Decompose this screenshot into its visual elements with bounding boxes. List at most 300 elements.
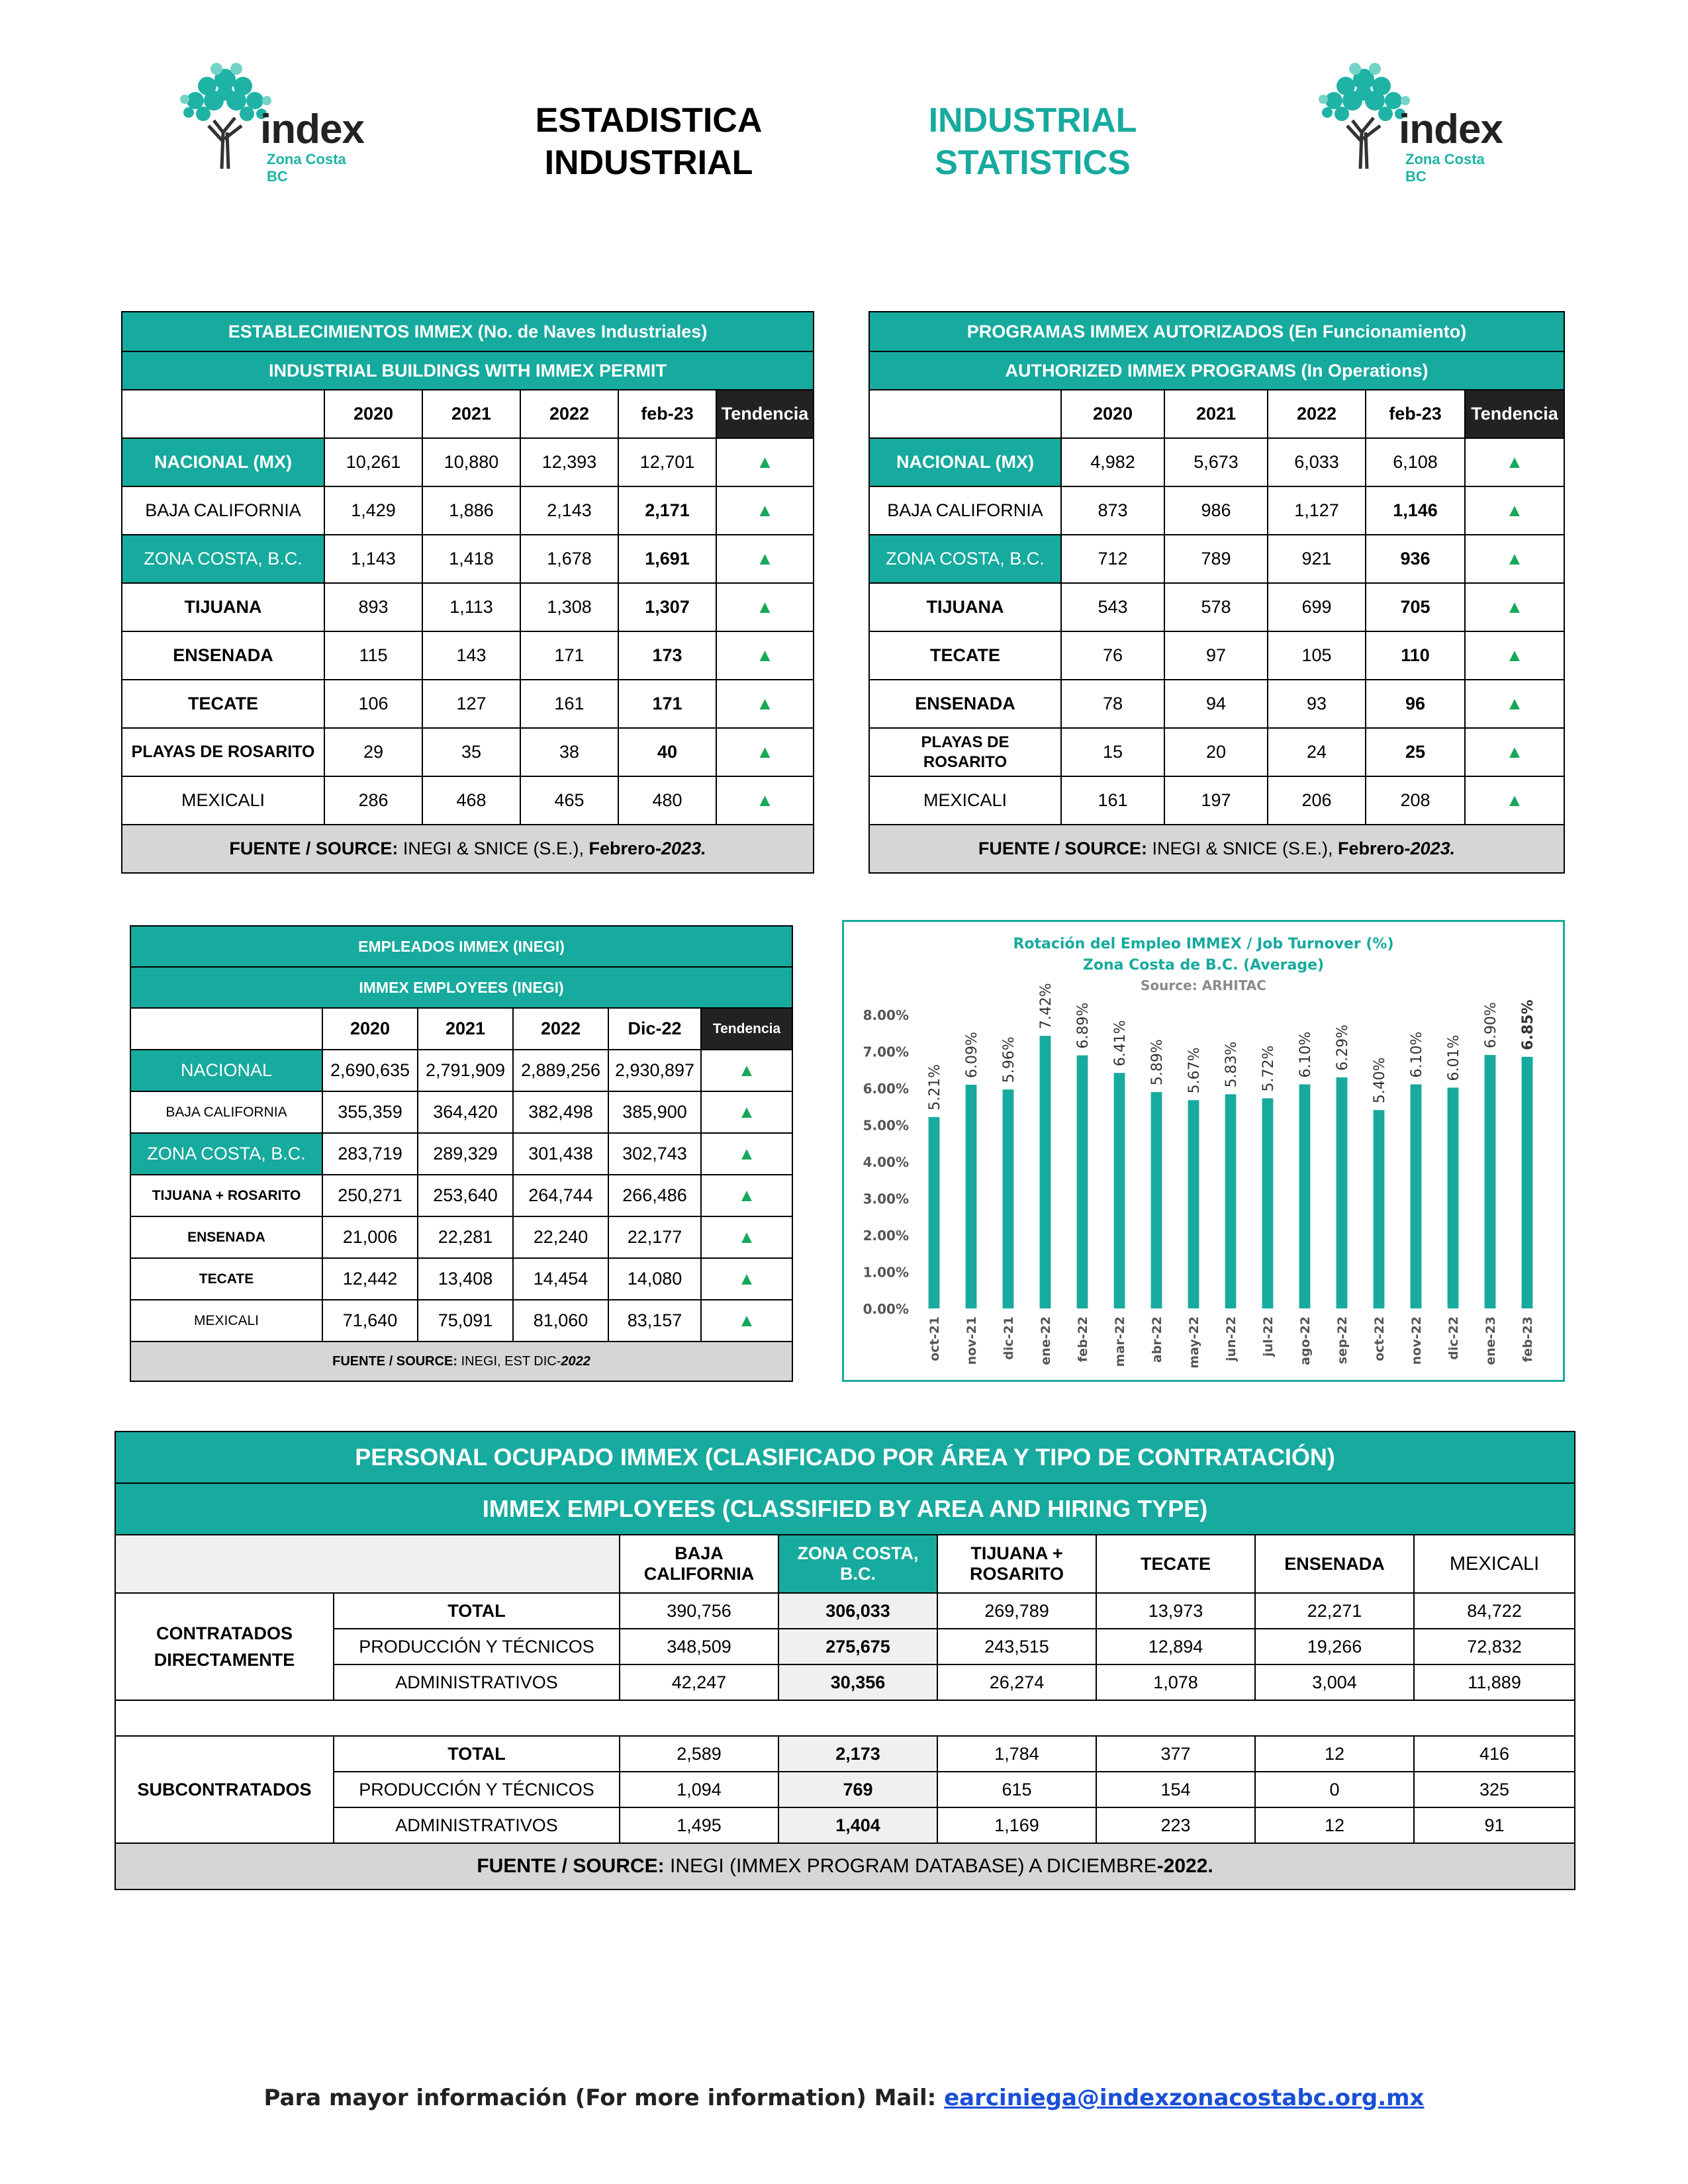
table-row	[115, 1807, 1575, 1843]
cell: 2,143	[520, 486, 618, 535]
email-link[interactable]: earciniega@indexzonacostabc.org.mx	[944, 2085, 1425, 2111]
table-row	[130, 1216, 792, 1258]
column-header-line: ROSARITO	[969, 1564, 1064, 1584]
personnel-title-es: PERSONAL OCUPADO IMMEX (CLASIFICADO POR ÁREA Y TIPO DE CONTRATACIÓN)	[115, 1432, 1575, 1483]
year-header: 2021	[418, 1008, 513, 1050]
group-label-line: DIRECTAMENTE	[154, 1650, 295, 1670]
year-header: 2020	[1061, 390, 1164, 438]
trend-up-icon: ▲	[701, 1050, 792, 1091]
trend-up-icon: ▲	[716, 583, 814, 631]
row-label: TECATE	[122, 680, 324, 728]
cell: 110	[1366, 631, 1465, 680]
cell: 1,078	[1096, 1664, 1255, 1700]
source-month: Febrero-	[588, 839, 662, 858]
trend-up-icon: ▲	[716, 438, 814, 486]
cell: 15	[1061, 728, 1164, 776]
table-row	[122, 438, 814, 486]
cell: 93	[1268, 680, 1366, 728]
cell: 97	[1164, 631, 1268, 680]
row-label: TIJUANA	[869, 583, 1061, 631]
title-line: ESTADISTICA	[535, 101, 763, 140]
table-row	[869, 535, 1564, 583]
row-label: TECATE	[869, 631, 1061, 680]
table-row	[130, 1050, 792, 1091]
x-tick-label: mar-22	[1113, 1316, 1127, 1367]
title-english	[867, 99, 1198, 184]
cell: 348,509	[620, 1629, 778, 1664]
cell: 302,743	[608, 1133, 701, 1175]
cell: 29	[324, 728, 422, 776]
row-label: TOTAL	[334, 1736, 620, 1772]
year-header: 2022	[513, 1008, 608, 1050]
programs-title-en: AUTHORIZED IMMEX PROGRAMS (In Operations)	[869, 351, 1564, 390]
cell: 22,177	[608, 1216, 701, 1258]
trend-up-icon: ▲	[1465, 680, 1564, 728]
year-header: feb-23	[618, 390, 716, 438]
column-header	[778, 1535, 937, 1593]
x-tick-label: jun-22	[1224, 1316, 1239, 1361]
row-label: ADMINISTRATIVOS	[334, 1807, 620, 1843]
trend-up-icon: ▲	[701, 1258, 792, 1300]
cell: 12	[1255, 1807, 1414, 1843]
x-tick-label: feb-22	[1076, 1316, 1090, 1363]
cell: 1,308	[520, 583, 618, 631]
cell: 705	[1366, 583, 1465, 631]
year-header: 2020	[324, 390, 422, 438]
trend-up-icon: ▲	[701, 1175, 792, 1216]
trend-header: Tendencia	[701, 1008, 792, 1050]
source-note	[130, 1342, 792, 1381]
index-logo-left	[175, 60, 367, 185]
row-label: MEXICALI	[869, 776, 1061, 825]
cell: 615	[937, 1772, 1096, 1807]
cell: 14,080	[608, 1258, 701, 1300]
cell: 171	[618, 680, 716, 728]
employees-title-es: EMPLEADOS IMMEX (INEGI)	[130, 926, 792, 967]
cell: 1,094	[620, 1772, 778, 1807]
row-label: ZONA COSTA, B.C.	[130, 1133, 322, 1175]
x-tick-label: oct-22	[1372, 1316, 1387, 1361]
title-line: INDUSTRIAL	[544, 144, 753, 182]
cell: 2,889,256	[513, 1050, 608, 1091]
cell: 921	[1268, 535, 1366, 583]
cell: 12,442	[322, 1258, 418, 1300]
y-tick-label: 1.00%	[863, 1264, 909, 1281]
table-row	[122, 631, 814, 680]
data-label: 6.09%	[964, 1032, 980, 1079]
cell: 250,271	[322, 1175, 418, 1216]
trend-up-icon: ▲	[716, 535, 814, 583]
source-note	[869, 825, 1564, 873]
data-label: 6.10%	[1297, 1031, 1314, 1078]
footer-contact	[0, 2085, 1688, 2111]
corner-cell	[122, 390, 324, 438]
table-row	[122, 776, 814, 825]
chart-bar	[1299, 1084, 1311, 1308]
cell: 1,886	[422, 486, 520, 535]
x-tick-label: nov-21	[964, 1316, 979, 1365]
source-year: 2023.	[661, 839, 706, 858]
cell: 1,429	[324, 486, 422, 535]
year-header: Dic-22	[608, 1008, 701, 1050]
cell: 75,091	[418, 1300, 513, 1342]
chart-bar	[1225, 1094, 1237, 1308]
cell: 385,900	[608, 1091, 701, 1133]
row-label: TECATE	[130, 1258, 322, 1300]
cell: 91	[1414, 1807, 1575, 1843]
cell: 161	[1061, 776, 1164, 825]
spacer-row	[115, 1700, 1575, 1736]
trend-up-icon: ▲	[716, 776, 814, 825]
row-label: ENSENADA	[122, 631, 324, 680]
cell: 22,281	[418, 1216, 513, 1258]
chart-bar	[1522, 1057, 1533, 1308]
cell: 382,498	[513, 1091, 608, 1133]
cell: 1,169	[937, 1807, 1096, 1843]
x-tick-label: ene-23	[1483, 1316, 1498, 1365]
cell: 223	[1096, 1807, 1255, 1843]
chart-bar	[1188, 1100, 1199, 1308]
row-label: MEXICALI	[122, 776, 324, 825]
index-logo-right	[1314, 60, 1506, 185]
year-header: 2020	[322, 1008, 418, 1050]
cell: 1,143	[324, 535, 422, 583]
y-tick-label: 8.00%	[863, 1007, 909, 1023]
x-tick-label: oct-21	[927, 1316, 942, 1361]
data-label: 6.89%	[1075, 1002, 1092, 1049]
source-text: INEGI & SNICE (S.E.),	[398, 839, 589, 858]
trend-up-icon: ▲	[1465, 438, 1564, 486]
row-label: BAJA CALIFORNIA	[130, 1091, 322, 1133]
source-year: 2022	[561, 1353, 590, 1369]
cell: 12,894	[1096, 1629, 1255, 1664]
data-label: 5.89%	[1149, 1039, 1166, 1086]
chart-bar	[1336, 1077, 1348, 1308]
source-text: INEGI & SNICE (S.E.),	[1147, 839, 1338, 858]
row-label: PRODUCCIÓN Y TÉCNICOS	[334, 1772, 620, 1807]
table-row	[115, 1664, 1575, 1700]
cell: 13,973	[1096, 1593, 1255, 1629]
trend-up-icon: ▲	[701, 1091, 792, 1133]
table-row	[869, 776, 1564, 825]
corner-cell	[869, 390, 1061, 438]
year-header: feb-23	[1366, 390, 1465, 438]
row-label: TIJUANA + ROSARITO	[130, 1175, 322, 1216]
cell: 1,307	[618, 583, 716, 631]
column-header: MEXICALI	[1414, 1535, 1575, 1593]
buildings-title-es: ESTABLECIMIENTOS IMMEX (No. de Naves Industriales)	[122, 312, 814, 351]
cell: 543	[1061, 583, 1164, 631]
year-header: 2022	[1268, 390, 1366, 438]
chart-bar	[1262, 1099, 1274, 1308]
cell: 83,157	[608, 1300, 701, 1342]
turnover-chart-svg	[844, 922, 1563, 1380]
x-tick-label: feb-23	[1521, 1316, 1535, 1363]
cell: 1,495	[620, 1807, 778, 1843]
trend-up-icon: ▲	[1465, 583, 1564, 631]
table-row	[130, 1258, 792, 1300]
table-row	[115, 1629, 1575, 1664]
title-line: STATISTICS	[935, 144, 1131, 182]
cell: 4,982	[1061, 438, 1164, 486]
trend-up-icon: ▲	[1465, 631, 1564, 680]
cell: 377	[1096, 1736, 1255, 1772]
y-tick-label: 0.00%	[863, 1301, 909, 1317]
cell: 712	[1061, 535, 1164, 583]
cell: 986	[1164, 486, 1268, 535]
cell: 301,438	[513, 1133, 608, 1175]
table-row	[869, 728, 1564, 776]
cell: 208	[1366, 776, 1465, 825]
chart-bar	[1374, 1110, 1385, 1308]
column-header-line: TIJUANA +	[970, 1543, 1063, 1563]
table-row	[869, 631, 1564, 680]
cell: 22,271	[1255, 1593, 1414, 1629]
trend-up-icon: ▲	[716, 680, 814, 728]
chart-subtitle: Zona Costa de B.C. (Average)	[1082, 957, 1325, 974]
row-label: NACIONAL (MX)	[122, 438, 324, 486]
cell: 355,359	[322, 1091, 418, 1133]
table-row	[869, 680, 1564, 728]
cell: 2,173	[778, 1736, 937, 1772]
cell: 10,261	[324, 438, 422, 486]
table-row	[122, 728, 814, 776]
data-label: 6.90%	[1483, 1002, 1499, 1049]
cell: 936	[1366, 535, 1465, 583]
cell: 30,356	[778, 1664, 937, 1700]
cell: 21,006	[322, 1216, 418, 1258]
row-label: PRODUCCIÓN Y TÉCNICOS	[334, 1629, 620, 1664]
source-label: FUENTE / SOURCE:	[477, 1855, 665, 1877]
cell: 94	[1164, 680, 1268, 728]
source-note	[122, 825, 814, 873]
cell: 269,789	[937, 1593, 1096, 1629]
cell: 390,756	[620, 1593, 778, 1629]
cell: 264,744	[513, 1175, 608, 1216]
table-row	[130, 1091, 792, 1133]
row-label: BAJA CALIFORNIA	[869, 486, 1061, 535]
cell: 578	[1164, 583, 1268, 631]
table-row	[130, 1175, 792, 1216]
cell: 480	[618, 776, 716, 825]
cell: 325	[1414, 1772, 1575, 1807]
data-label: 6.10%	[1409, 1031, 1425, 1078]
x-tick-label: dic-22	[1446, 1316, 1461, 1360]
cell: 289,329	[418, 1133, 513, 1175]
year-header: 2021	[422, 390, 520, 438]
cell: 38	[520, 728, 618, 776]
row-label: PLAYAS DE ROSARITO	[122, 728, 324, 776]
row-label: ZONA COSTA, B.C.	[869, 535, 1061, 583]
trend-up-icon: ▲	[716, 631, 814, 680]
table-row	[130, 1300, 792, 1342]
data-label: 5.67%	[1186, 1047, 1203, 1094]
row-label: ZONA COSTA, B.C.	[122, 535, 324, 583]
logo-word: index	[260, 107, 364, 152]
cell: 1,678	[520, 535, 618, 583]
column-header-line: B.C.	[840, 1564, 876, 1584]
source-text: INEGI (IMMEX PROGRAM DATABASE) A DICIEMBRE	[664, 1855, 1157, 1877]
cell: 171	[520, 631, 618, 680]
title-spanish	[483, 99, 814, 184]
column-header: TECATE	[1096, 1535, 1255, 1593]
cell: 40	[618, 728, 716, 776]
group-label	[115, 1593, 334, 1700]
x-tick-label: ene-22	[1039, 1316, 1053, 1365]
programs-title-es: PROGRAMAS IMMEX AUTORIZADOS (En Funcionamiento)	[869, 312, 1564, 351]
trend-up-icon: ▲	[1465, 535, 1564, 583]
cell: 5,673	[1164, 438, 1268, 486]
cell: 699	[1268, 583, 1366, 631]
source-month: Febrero-	[1338, 839, 1411, 858]
cell: 6,033	[1268, 438, 1366, 486]
group-label-line: CONTRATADOS	[156, 1623, 293, 1643]
cell: 11,889	[1414, 1664, 1575, 1700]
data-label: 5.72%	[1260, 1045, 1277, 1092]
cell: 26,274	[937, 1664, 1096, 1700]
cell: 465	[520, 776, 618, 825]
column-header-line: BAJA	[675, 1543, 724, 1563]
trend-up-icon: ▲	[716, 728, 814, 776]
row-label: ENSENADA	[869, 680, 1061, 728]
data-label: 5.21%	[927, 1064, 943, 1111]
data-label: 6.29%	[1335, 1024, 1351, 1071]
table-row	[115, 1736, 1575, 1772]
cell: 78	[1061, 680, 1164, 728]
source-label: FUENTE / SOURCE:	[332, 1353, 458, 1369]
source-year: 2023.	[1410, 839, 1456, 858]
table-row	[115, 1772, 1575, 1807]
cell: 1,127	[1268, 486, 1366, 535]
y-tick-label: 4.00%	[863, 1154, 909, 1170]
trend-header: Tendencia	[716, 390, 814, 438]
cell: 286	[324, 776, 422, 825]
cell: 266,486	[608, 1175, 701, 1216]
cell: 173	[618, 631, 716, 680]
table-row	[122, 583, 814, 631]
corner-cell	[130, 1008, 322, 1050]
corner-cell	[115, 1535, 620, 1593]
cell: 893	[324, 583, 422, 631]
cell: 364,420	[418, 1091, 513, 1133]
cell: 71,640	[322, 1300, 418, 1342]
chart-bar	[1411, 1084, 1422, 1308]
trend-up-icon: ▲	[701, 1133, 792, 1175]
cell: 14,454	[513, 1258, 608, 1300]
chart-bar	[1485, 1055, 1496, 1308]
personnel-table	[115, 1431, 1575, 1890]
table-row	[869, 486, 1564, 535]
group-label: SUBCONTRATADOS	[115, 1736, 334, 1843]
logo-subtitle: Zona Costa BC	[1405, 151, 1485, 185]
cell: 206	[1268, 776, 1366, 825]
cell: 873	[1061, 486, 1164, 535]
chart-bar	[1003, 1089, 1014, 1308]
column-header-line: ZONA COSTA,	[797, 1543, 919, 1563]
cell: 6,108	[1366, 438, 1465, 486]
chart-bar	[1114, 1073, 1125, 1308]
cell: 24	[1268, 728, 1366, 776]
cell: 96	[1366, 680, 1465, 728]
cell: 253,640	[418, 1175, 513, 1216]
trend-up-icon: ▲	[701, 1300, 792, 1342]
cell: 283,719	[322, 1133, 418, 1175]
source-label: FUENTE / SOURCE:	[229, 839, 399, 858]
table-row	[130, 1133, 792, 1175]
cell: 12,701	[618, 438, 716, 486]
x-tick-label: jul-22	[1261, 1316, 1276, 1357]
trend-header: Tendencia	[1465, 390, 1564, 438]
trend-up-icon: ▲	[716, 486, 814, 535]
cell: 161	[520, 680, 618, 728]
row-label: BAJA CALIFORNIA	[122, 486, 324, 535]
row-label: ENSENADA	[130, 1216, 322, 1258]
chart-bar	[1151, 1092, 1162, 1308]
cell: 20	[1164, 728, 1268, 776]
cell: 19,266	[1255, 1629, 1414, 1664]
cell: 1,146	[1366, 486, 1465, 535]
chart-bar	[966, 1085, 977, 1308]
source-note	[115, 1843, 1575, 1889]
logo-subtitle: Zona Costa BC	[267, 151, 346, 185]
y-tick-label: 7.00%	[863, 1044, 909, 1060]
chart-bar	[1040, 1036, 1051, 1308]
row-label: TIJUANA	[122, 583, 324, 631]
year-header: 2022	[520, 390, 618, 438]
row-label: TOTAL	[334, 1593, 620, 1629]
logo-word: index	[1399, 107, 1503, 152]
trend-up-icon: ▲	[1465, 728, 1564, 776]
chart-bar	[1077, 1056, 1088, 1308]
cell: 1,691	[618, 535, 716, 583]
cell: 468	[422, 776, 520, 825]
source-label: FUENTE / SOURCE:	[978, 839, 1147, 858]
y-tick-label: 5.00%	[863, 1117, 909, 1134]
cell: 25	[1366, 728, 1465, 776]
column-header	[620, 1535, 778, 1593]
cell: 2,589	[620, 1736, 778, 1772]
column-header	[937, 1535, 1096, 1593]
data-label: 5.83%	[1223, 1041, 1240, 1088]
cell: 769	[778, 1772, 937, 1807]
x-tick-label: sep-22	[1335, 1316, 1350, 1365]
chart-bar	[929, 1117, 940, 1308]
row-label: ADMINISTRATIVOS	[334, 1664, 620, 1700]
row-label: PLAYAS DE ROSARITO	[869, 728, 1061, 776]
chart-title: Rotación del Empleo IMMEX / Job Turnover (%)	[1013, 936, 1394, 952]
data-label: 5.96%	[1001, 1036, 1017, 1083]
table-row	[122, 486, 814, 535]
cell: 2,171	[618, 486, 716, 535]
table-row	[122, 535, 814, 583]
buildings-title-en: INDUSTRIAL BUILDINGS WITH IMMEX PERMIT	[122, 351, 814, 390]
cell: 22,240	[513, 1216, 608, 1258]
x-tick-label: abr-22	[1150, 1316, 1164, 1363]
table-row	[115, 1593, 1575, 1629]
data-label: 5.40%	[1372, 1057, 1388, 1104]
table-row	[869, 583, 1564, 631]
row-label: NACIONAL	[130, 1050, 322, 1091]
row-label: NACIONAL (MX)	[869, 438, 1061, 486]
x-tick-label: ago-22	[1298, 1316, 1313, 1365]
cell: 84,722	[1414, 1593, 1575, 1629]
employees-table	[130, 925, 793, 1382]
cell: 416	[1414, 1736, 1575, 1772]
column-header-line: CALIFORNIA	[643, 1564, 755, 1584]
data-label: 6.85%	[1520, 999, 1536, 1050]
cell: 35	[422, 728, 520, 776]
trend-up-icon: ▲	[1465, 486, 1564, 535]
